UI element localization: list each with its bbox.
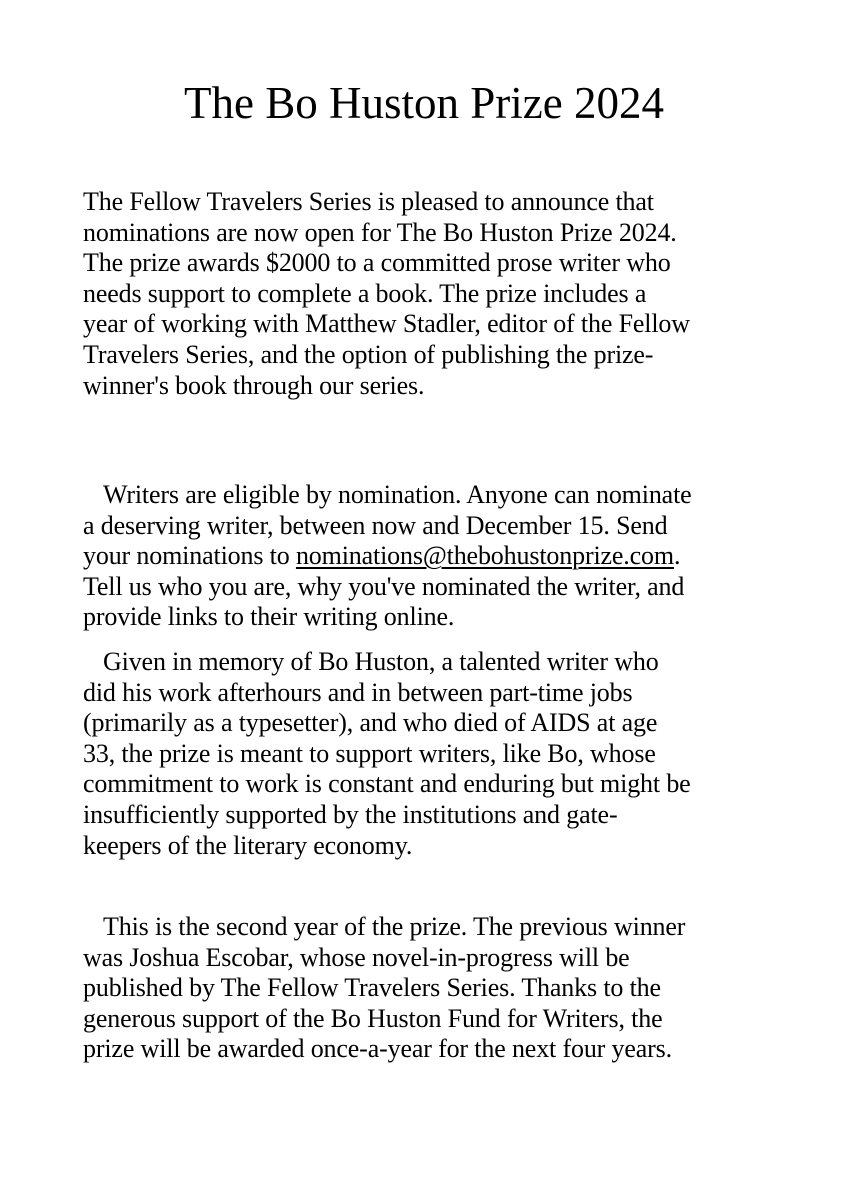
nominations-email-link[interactable]: nominations@thebohustonprize.com [295,541,674,571]
paragraph-eligibility [83,480,692,633]
text-line: insufficiently supported by the institutions and gate- [83,799,618,829]
text-line: commitment to work is constant and enduring but might be [83,769,691,799]
text-line: The prize awards $2000 to a committed prose writer who [83,248,671,278]
text-line: Writers are eligible by nomination. Anyone can nominate [103,480,692,509]
text-line: Tell us who you are, why you've nominated the writer, and [83,571,685,601]
paragraph-memorial [83,647,691,861]
text-line: winner's book through our series. [83,370,425,400]
paragraph-history [83,912,685,1065]
text-line: (primarily as a typesetter), and who died of AIDS at age [83,708,658,738]
text-line: nominations are now open for The Bo Huston Prize 2024. [83,217,677,247]
text-line: a deserving writer, between now and December 15. Send [83,510,668,540]
text-line: 33, the prize is meant to support writers, like Bo, whose [83,738,656,768]
text-line: needs support to complete a book. The prize includes a [83,278,647,308]
text-line: prize will be awarded once-a-year for the next four years. [83,1034,672,1064]
text-fragment: your nominations to [83,541,296,571]
text-line: keepers of the literary economy. [83,830,413,860]
text-line-with-email [83,541,692,572]
text-line: did his work afterhours and in between part-time jobs [83,677,633,707]
text-fragment: . [673,541,681,571]
paragraph-announcement [83,187,690,401]
text-line: This is the second year of the prize. The previous winner [103,912,686,941]
text-line: The Fellow Travelers Series is pleased to announce that [83,187,654,216]
text-line: Travelers Series, and the option of publishing the prize- [83,339,654,369]
text-line: year of working with Matthew Stadler, editor of the Fellow [83,309,690,339]
text-line: was Joshua Escobar, whose novel-in-progress will be [83,942,630,972]
text-line: provide links to their writing online. [83,602,455,632]
text-line: published by The Fellow Travelers Series. Thanks to the [83,973,661,1003]
text-line: Given in memory of Bo Huston, a talented writer who [103,647,659,676]
page-title: The Bo Huston Prize 2024 [184,78,664,128]
text-line: generous support of the Bo Huston Fund for Writers, the [83,1003,663,1033]
